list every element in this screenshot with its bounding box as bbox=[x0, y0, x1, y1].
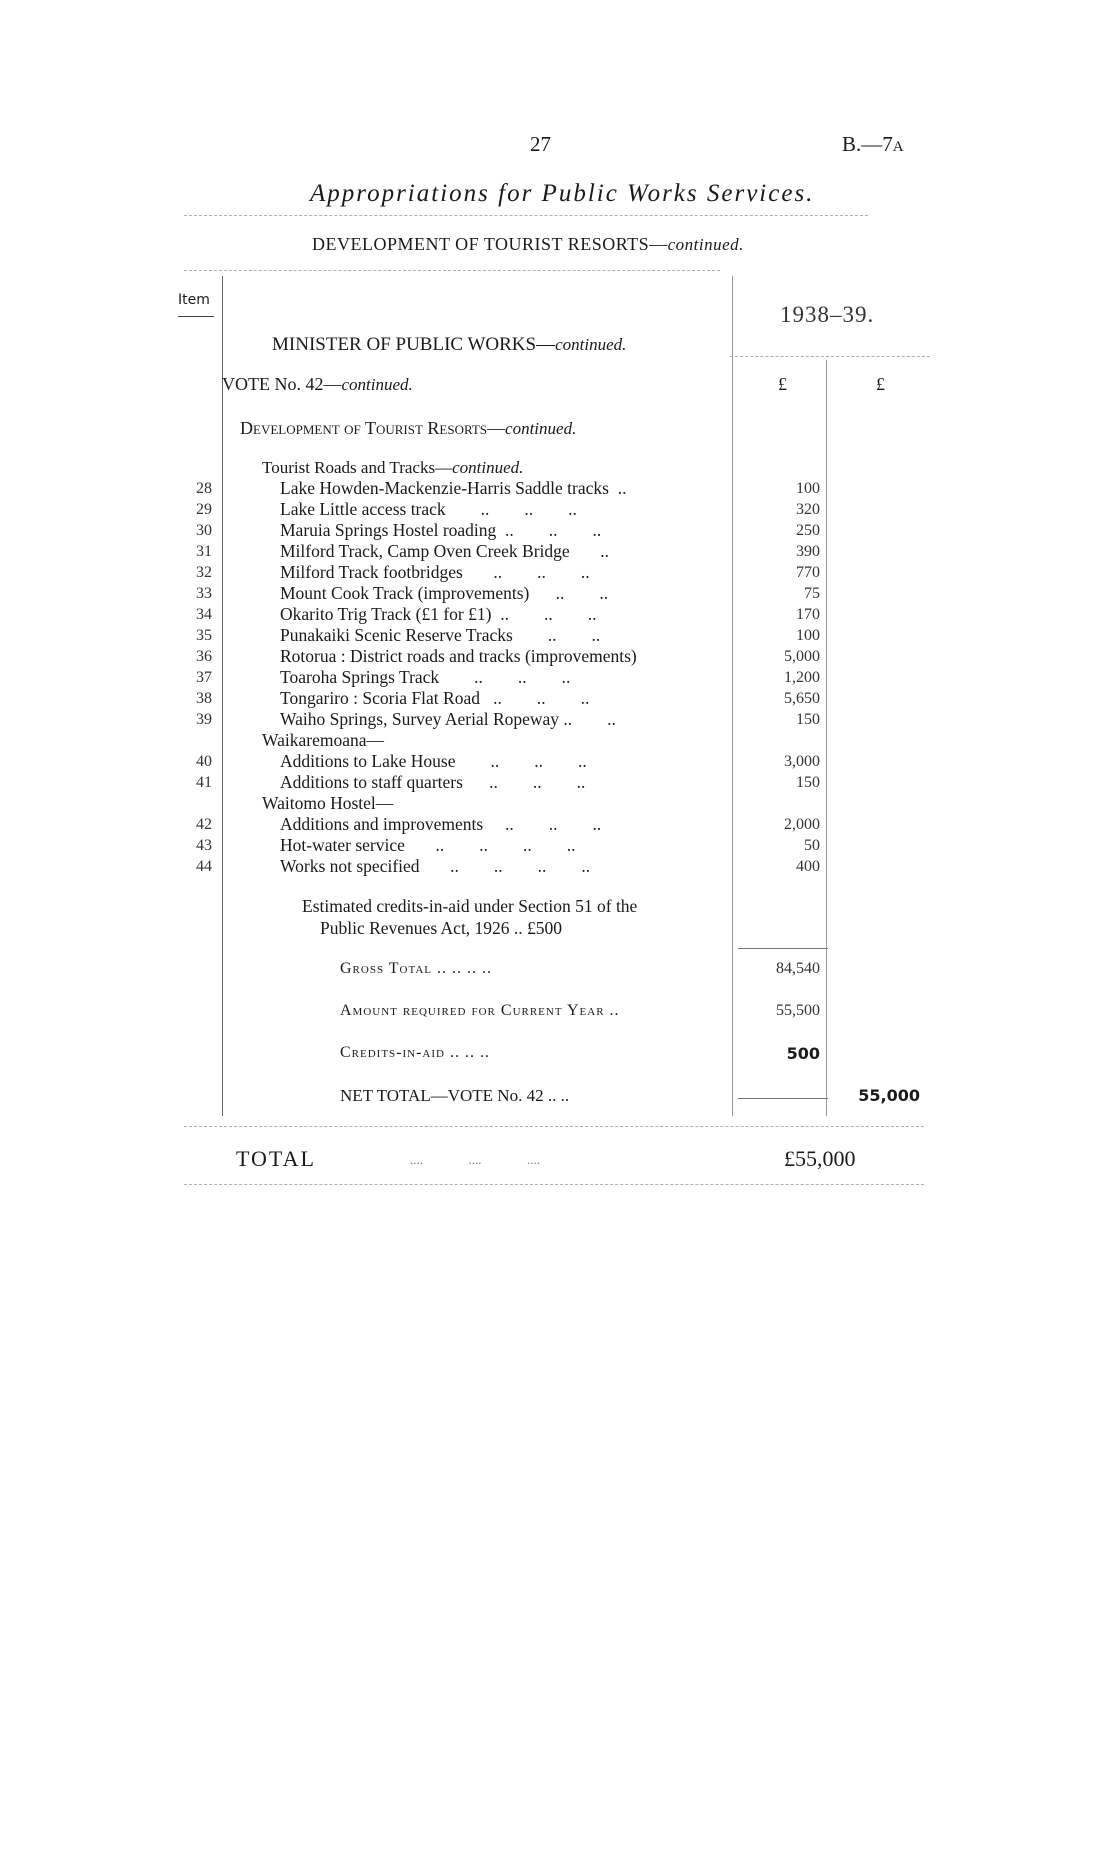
item-description: Okarito Trig Track (£1 for £1) .. .. .. bbox=[280, 604, 597, 624]
item-amount: 400 bbox=[796, 858, 820, 875]
year-header: 1938–39. bbox=[780, 302, 875, 327]
item-description: Milford Track footbridges .. .. .. bbox=[280, 562, 590, 582]
item-amount: 150 bbox=[796, 774, 820, 791]
item-description: Maruia Springs Hostel roading .. .. .. bbox=[280, 520, 602, 540]
net-total-amount: 55,000 bbox=[858, 1086, 920, 1105]
pound-sign-total-column: £ bbox=[876, 374, 885, 394]
group-heading: Waitomo Hostel— bbox=[262, 793, 394, 813]
net-total-label: NET TOTAL—VOTE No. 42 .. .. bbox=[340, 1086, 570, 1105]
item-amount: 5,650 bbox=[784, 690, 820, 707]
vote-heading bbox=[222, 374, 413, 395]
item-amount: 250 bbox=[796, 522, 820, 539]
item-number: 38 bbox=[196, 690, 212, 707]
item-description: Additions to staff quarters .. .. .. bbox=[280, 772, 586, 792]
item-amount: 75 bbox=[804, 585, 820, 602]
vote-heading-text: VOTE No. 42— bbox=[222, 374, 342, 394]
group-heading: Waikaremoana— bbox=[262, 730, 385, 750]
item-description: Punakaiki Scenic Reserve Tracks .. .. bbox=[280, 625, 601, 645]
item-number: 42 bbox=[196, 816, 212, 833]
development-subheading-text: Development of Tourist Resorts— bbox=[240, 418, 506, 438]
item-amount: 50 bbox=[804, 837, 820, 854]
item-number: 40 bbox=[196, 753, 212, 770]
net-total-rule bbox=[738, 1098, 828, 1099]
vote-heading-suffix: continued. bbox=[341, 375, 413, 394]
pound-sign-amount-column: £ bbox=[778, 374, 787, 394]
item-number: 43 bbox=[196, 837, 212, 854]
minister-heading-suffix: continued. bbox=[555, 335, 627, 354]
item-amount: 170 bbox=[796, 606, 820, 623]
heading-divider bbox=[184, 215, 868, 216]
total-column-rule bbox=[826, 360, 827, 1116]
item-number: 34 bbox=[196, 606, 212, 623]
item-number: 37 bbox=[196, 669, 212, 686]
page-number: 27 bbox=[530, 132, 551, 156]
item-description: Milford Track, Camp Oven Creek Bridge .. bbox=[280, 541, 610, 561]
estimated-credits-line-2: Public Revenues Act, 1926 .. £500 bbox=[320, 918, 563, 938]
development-subheading bbox=[240, 418, 576, 439]
section-title-suffix: continued. bbox=[667, 235, 744, 254]
section-title bbox=[312, 234, 744, 255]
total-leader-dots: .... .... .... bbox=[410, 1152, 540, 1167]
item-amount: 1,200 bbox=[784, 669, 820, 686]
item-amount: 2,000 bbox=[784, 816, 820, 833]
item-description: Tongariro : Scoria Flat Road .. .. .. bbox=[280, 688, 590, 708]
item-number: 44 bbox=[196, 858, 212, 875]
item-number: 41 bbox=[196, 774, 212, 791]
item-description: Lake Howden-Mackenzie-Harris Saddle tracks .. bbox=[280, 478, 627, 498]
tourist-roads-subheading-suffix: continued. bbox=[452, 458, 524, 477]
year-divider bbox=[730, 356, 930, 357]
development-subheading-suffix: continued. bbox=[505, 419, 577, 438]
item-number: 30 bbox=[196, 522, 212, 539]
gross-total-rule bbox=[738, 948, 828, 949]
item-number: 32 bbox=[196, 564, 212, 581]
item-amount: 100 bbox=[796, 480, 820, 497]
amount-column-rule bbox=[732, 276, 733, 1116]
amount-required-amount: 55,500 bbox=[776, 1002, 820, 1019]
item-number: 35 bbox=[196, 627, 212, 644]
document-code-suffix: A bbox=[892, 139, 904, 155]
item-column-header: Item bbox=[178, 292, 210, 308]
item-amount: 320 bbox=[796, 501, 820, 518]
credits-in-aid-label: Credits-in-aid .. .. .. bbox=[340, 1044, 490, 1061]
section-title-text: DEVELOPMENT OF TOURIST RESORTS— bbox=[312, 234, 668, 254]
item-description: Additions and improvements .. .. .. bbox=[280, 814, 602, 834]
item-number: 36 bbox=[196, 648, 212, 665]
gross-total-label: Gross Total .. .. .. .. bbox=[340, 960, 493, 977]
item-column-rule bbox=[222, 276, 223, 1116]
item-number: 31 bbox=[196, 543, 212, 560]
document-code-main: B.—7 bbox=[842, 132, 893, 156]
item-amount: 390 bbox=[796, 543, 820, 560]
total-top-divider bbox=[184, 1126, 924, 1127]
section-divider bbox=[184, 270, 720, 271]
document-code bbox=[842, 132, 904, 157]
total-amount: £55,000 bbox=[784, 1146, 856, 1171]
total-bottom-divider bbox=[184, 1184, 924, 1185]
total-label: TOTAL bbox=[236, 1146, 316, 1171]
item-amount: 5,000 bbox=[784, 648, 820, 665]
estimated-credits-line-1: Estimated credits-in-aid under Section 51 of the bbox=[302, 896, 638, 916]
item-description: Mount Cook Track (improvements) .. .. bbox=[280, 583, 609, 603]
item-description: Rotorua : District roads and tracks (improvements) bbox=[280, 646, 637, 666]
tourist-roads-subheading-text: Tourist Roads and Tracks— bbox=[262, 458, 453, 477]
minister-heading-text: MINISTER OF PUBLIC WORKS— bbox=[272, 334, 556, 355]
item-amount: 100 bbox=[796, 627, 820, 644]
minister-heading bbox=[272, 334, 626, 356]
item-description: Works not specified .. .. .. .. bbox=[280, 856, 591, 876]
item-amount: 770 bbox=[796, 564, 820, 581]
item-description: Additions to Lake House .. .. .. bbox=[280, 751, 587, 771]
tourist-roads-subheading bbox=[262, 458, 523, 478]
item-number: 33 bbox=[196, 585, 212, 602]
item-description: Toaroha Springs Track .. .. .. bbox=[280, 667, 571, 687]
item-description: Hot-water service .. .. .. .. bbox=[280, 835, 576, 855]
item-number: 28 bbox=[196, 480, 212, 497]
item-description: Lake Little access track .. .. .. bbox=[280, 499, 577, 519]
item-header-underline bbox=[178, 316, 214, 317]
credits-in-aid-amount: 500 bbox=[786, 1044, 820, 1063]
page-heading: Appropriations for Public Works Services. bbox=[310, 180, 815, 207]
gross-total-amount: 84,540 bbox=[776, 960, 820, 977]
item-number: 39 bbox=[196, 711, 212, 728]
item-amount: 150 bbox=[796, 711, 820, 728]
item-number: 29 bbox=[196, 501, 212, 518]
amount-required-label: Amount required for Current Year .. bbox=[340, 1002, 620, 1019]
item-amount: 3,000 bbox=[784, 753, 820, 770]
item-description: Waiho Springs, Survey Aerial Ropeway .. .. bbox=[280, 709, 616, 729]
